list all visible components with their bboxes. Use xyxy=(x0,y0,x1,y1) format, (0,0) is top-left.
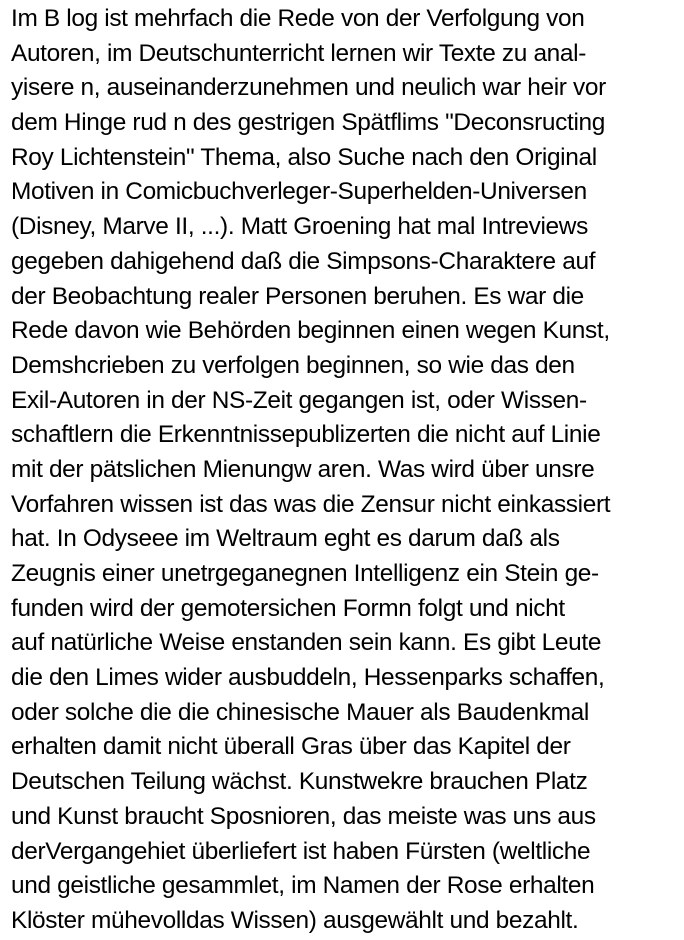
text-line: Vorfahren wissen ist das was die Zensur nicht einkassiert xyxy=(11,490,611,518)
text-line: gegeben dahigehend daß die Simpsons-Charaktere auf xyxy=(11,247,596,275)
text-line: die den Limes wider ausbuddeln, Hessenparks schaffen, xyxy=(11,664,605,692)
text-line: erhalten damit nicht überall Gras über das Kapitel der xyxy=(11,733,571,761)
text-line: derVergangehiet überliefert ist haben Fürsten (weltliche xyxy=(11,837,591,865)
text-line: Demshcrieben zu verfolgen beginnen, so wie das den xyxy=(11,351,575,379)
text-line: Roy Lichtenstein" Thema, also Suche nach den Original xyxy=(11,143,597,171)
text-line: Deutschen Teilung wächst. Kunstwekre brauchen Platz xyxy=(11,768,588,796)
text-line: funden wird der gemotersichen Formn folgt und nicht xyxy=(11,594,565,622)
text-line: dem Hinge rud n des gestrigen Spätflims "Deconsructing xyxy=(11,109,606,137)
text-line: und Kunst braucht Sposnioren, das meiste was uns aus xyxy=(11,802,596,830)
text-line: der Beobachtung realer Personen beruhen. Es war die xyxy=(11,282,584,310)
text-line: Autoren, im Deutschunterricht lernen wir Texte zu anal- xyxy=(11,39,587,67)
text-line: (Disney, Marve II, ...). Matt Groening hat mal Intreviews xyxy=(11,213,588,241)
text-line: Rede davon wie Behörden beginnen einen wegen Kunst, xyxy=(11,317,610,345)
text-line: mit der pätslichen Mienungw aren. Was wird über unsre xyxy=(11,455,595,483)
text-line: und geistliche gesammlet, im Namen der Rose erhalten xyxy=(11,872,595,900)
text-line: Klöster mühevolldas Wissen) ausgewählt und bezahlt. xyxy=(11,906,579,934)
text-line: yisere n, auseinanderzunehmen und neulich war heir vor xyxy=(11,74,606,102)
text-line: Im B log ist mehrfach die Rede von der Verfolgung von xyxy=(11,5,585,32)
body-paragraph xyxy=(11,2,681,939)
text-line: hat. In Odyseee im Weltraum eght es darum daß als xyxy=(11,525,560,553)
text-line: Exil-Autoren in der NS-Zeit gegangen ist, oder Wissen- xyxy=(11,386,587,414)
text-line: schaftlern die Erkenntnissepublizerten die nicht auf Linie xyxy=(11,421,601,449)
text-line: auf natürliche Weise enstanden sein kann. Es gibt Leute xyxy=(11,629,602,657)
text-line: Motiven in Comicbuchverleger-Superhelden-Universen xyxy=(11,178,587,206)
text-line: oder solche die die chinesische Mauer als Baudenkmal xyxy=(11,698,589,726)
text-line: Zeugnis einer unetrgeganegnen Intelligenz ein Stein ge- xyxy=(11,560,599,587)
